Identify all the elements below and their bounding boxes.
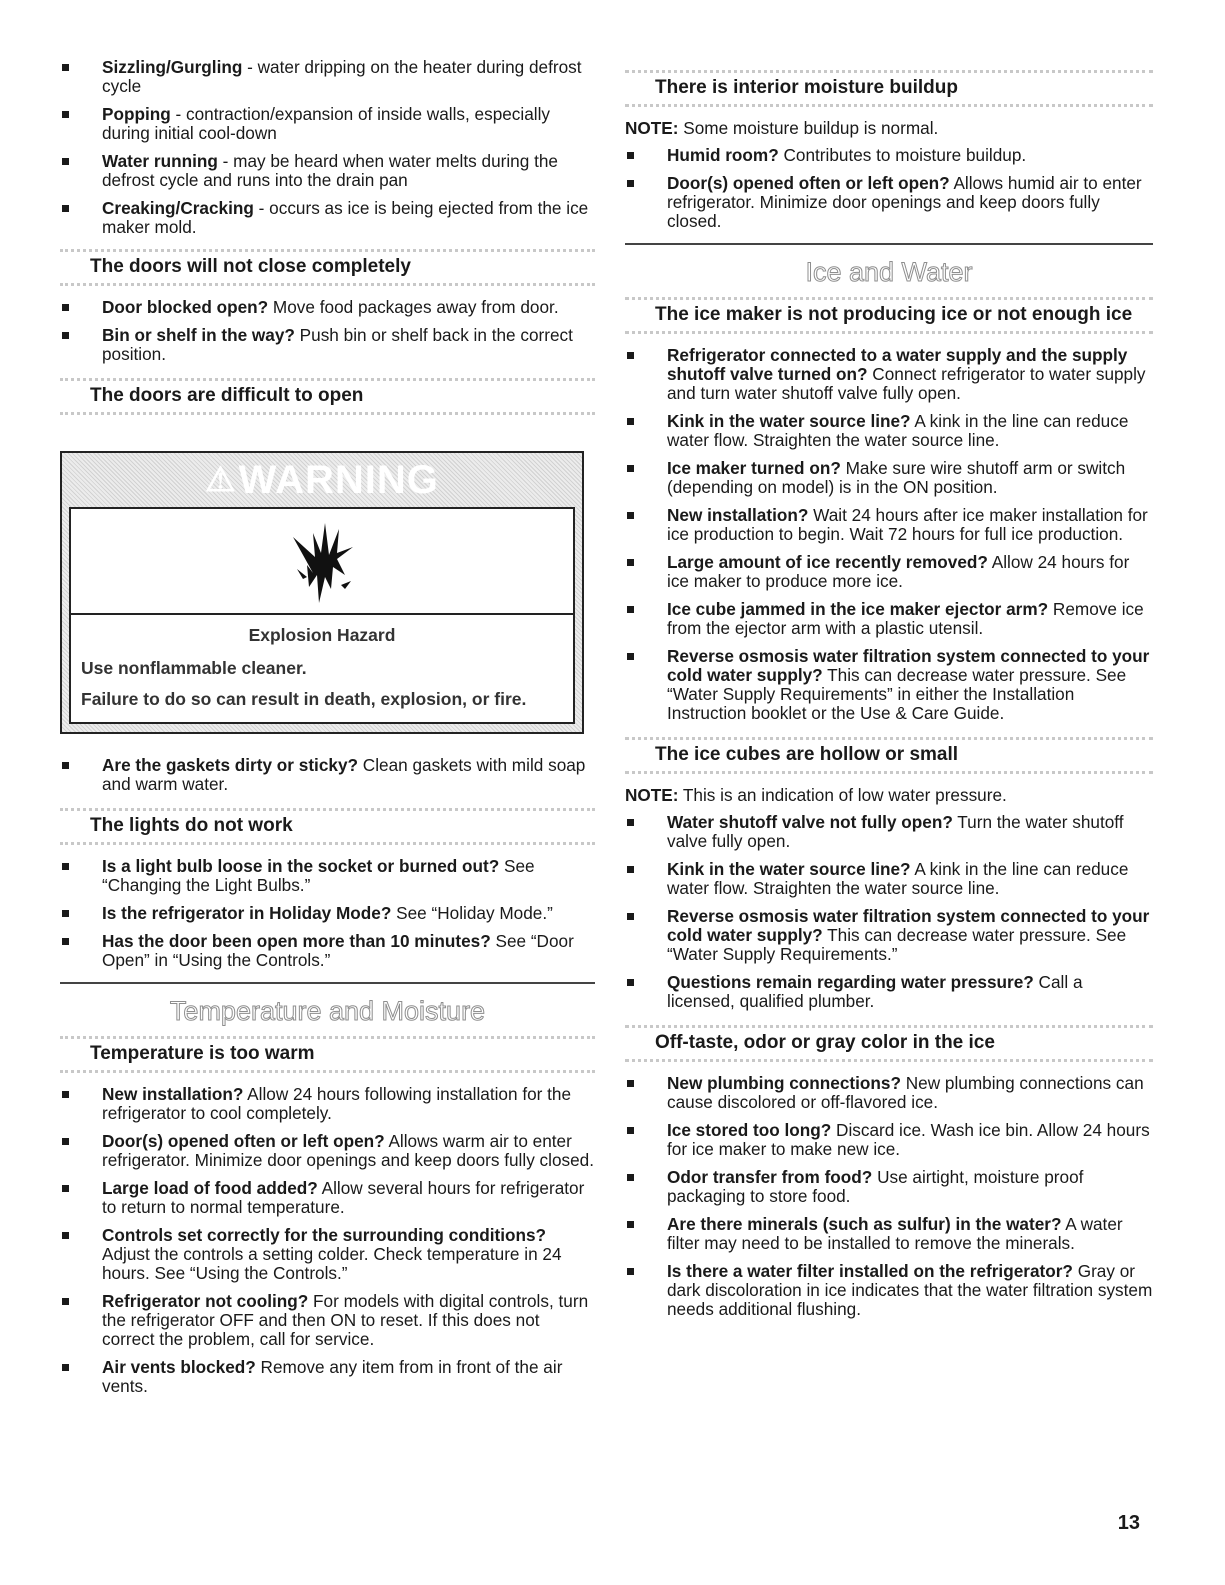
item-answer: Push bin or shelf back in the correct position. xyxy=(102,325,573,364)
item-question: Large amount of ice recently removed? xyxy=(667,552,988,572)
note-label: NOTE: xyxy=(625,118,679,138)
item-question: Water running xyxy=(102,151,218,171)
list-item xyxy=(60,152,595,190)
item-question: Controls set correctly for the surrounding conditions? xyxy=(102,1225,547,1245)
item-question: Is a light bulb loose in the socket or burned out? xyxy=(102,856,500,876)
item-question: Refrigerator connected to a water supply and the supply shutoff valve turned on? xyxy=(667,345,1128,384)
item-question: Large load of food added? xyxy=(102,1178,318,1198)
item-answer: Allows warm air to enter refrigerator. Minimize door openings and keep doors fully closed. xyxy=(102,1131,595,1170)
heading-offtaste: Off-taste, odor or gray color in the ice xyxy=(625,1025,1153,1062)
item-question: Air vents blocked? xyxy=(102,1357,256,1377)
item-question: Are there minerals (such as sulfur) in the water? xyxy=(667,1214,1062,1234)
list-item xyxy=(625,907,1153,964)
moisture-list xyxy=(625,146,1153,231)
ice-maker-list xyxy=(625,346,1153,723)
item-answer: - may be heard when water melts during the defrost cycle and runs into the drain pan xyxy=(102,151,558,190)
item-question: Questions remain regarding water pressure? xyxy=(667,972,1034,992)
list-item xyxy=(60,1358,595,1396)
moisture-note xyxy=(625,119,1153,138)
noise-list xyxy=(60,58,595,237)
item-answer: Allows humid air to enter refrigerator. Minimize door openings and keep doors fully closed. xyxy=(667,173,1142,231)
item-answer: A kink in the line can reduce water flow. Straighten the water source line. xyxy=(667,411,1129,450)
list-item xyxy=(60,1226,595,1283)
heading-temp-warm: Temperature is too warm xyxy=(60,1036,595,1073)
item-answer: Connect refrigerator to water supply and turn water shutoff valve fully open. xyxy=(667,364,1146,403)
right-column xyxy=(625,58,1153,1328)
list-item xyxy=(60,1132,595,1170)
list-item xyxy=(625,1121,1153,1159)
item-answer: See “Door Open” in “Using the Controls.” xyxy=(102,931,574,970)
item-question: Popping xyxy=(102,104,171,124)
item-question: Is the refrigerator in Holiday Mode? xyxy=(102,903,392,923)
item-answer: Clean gaskets with mild soap and warm water. xyxy=(102,755,586,794)
item-question: New installation? xyxy=(102,1084,244,1104)
item-question: Bin or shelf in the way? xyxy=(102,325,295,345)
warning-box xyxy=(60,451,584,734)
item-answer: New plumbing connections can cause discolored or off-flavored ice. xyxy=(667,1073,1144,1112)
list-item xyxy=(60,904,595,923)
item-question: New installation? xyxy=(667,505,809,525)
list-item xyxy=(625,459,1153,497)
section-title-temp: Temperature and Moisture xyxy=(169,996,486,1026)
left-column xyxy=(60,58,595,1405)
list-item xyxy=(60,326,595,364)
list-item xyxy=(625,1074,1153,1112)
item-answer: This can decrease water pressure. See “Water Supply Requirements” in either the Installation Instruction booklet or the Use & Care Guide. xyxy=(667,665,1127,723)
page-number: 13 xyxy=(1117,1512,1140,1534)
heading-moisture: There is interior moisture buildup xyxy=(625,70,1153,107)
item-answer: See “Holiday Mode.” xyxy=(391,903,553,923)
list-item xyxy=(625,813,1153,851)
list-item xyxy=(60,1292,595,1349)
warning-line-2: Failure to do so can result in death, explosion, or fire. xyxy=(81,689,527,709)
list-item xyxy=(60,199,595,237)
item-answer: - water dripping on the heater during defrost cycle xyxy=(102,57,582,96)
list-item xyxy=(625,174,1153,231)
list-item xyxy=(625,346,1153,403)
item-question: Reverse osmosis water filtration system connected to your cold water supply? xyxy=(667,646,1150,685)
item-question: Humid room? xyxy=(667,145,779,165)
item-answer: Contributes to moisture buildup. xyxy=(778,145,1027,165)
item-question: Door blocked open? xyxy=(102,297,269,317)
list-item xyxy=(60,756,595,794)
item-answer: Adjust the controls a setting colder. Check temperature in 24 hours. See “Using the Controls.” xyxy=(102,1244,562,1283)
item-answer: Call a licensed, qualified plumber. xyxy=(667,972,1083,1011)
lights-list xyxy=(60,857,595,970)
note-text: Some moisture buildup is normal. xyxy=(678,118,939,138)
list-item xyxy=(625,412,1153,450)
heading-lights: The lights do not work xyxy=(60,808,595,845)
temp-warm-list xyxy=(60,1085,595,1396)
item-answer: - contraction/expansion of inside walls, especially during initial cool-down xyxy=(102,104,551,143)
item-question: Refrigerator not cooling? xyxy=(102,1291,309,1311)
list-item xyxy=(625,973,1153,1011)
item-answer: Gray or dark discoloration in ice indicates that the water filtration system needs additional flushing. xyxy=(667,1261,1153,1319)
item-answer: See “Changing the Light Bulbs.” xyxy=(102,856,535,895)
heading-doors-open: The doors are difficult to open xyxy=(60,378,595,415)
explosion-icon xyxy=(69,507,575,615)
item-question: Door(s) opened often or left open? xyxy=(667,173,950,193)
list-item xyxy=(60,932,595,970)
list-item xyxy=(625,1168,1153,1206)
item-question: Has the door been open more than 10 minutes? xyxy=(102,931,491,951)
item-answer: Allow 24 hours following installation for the refrigerator to cool completely. xyxy=(102,1084,572,1123)
item-answer: Use airtight, moisture proof packaging to store food. xyxy=(667,1167,1084,1206)
item-question: Is there a water filter installed on the refrigerator? xyxy=(667,1261,1073,1281)
section-title-ice: Ice and Water xyxy=(805,257,973,287)
item-answer: - occurs as ice is being ejected from the ice maker mold. xyxy=(102,198,589,237)
item-question: Water shutoff valve not fully open? xyxy=(667,812,953,832)
list-item xyxy=(60,1179,595,1217)
item-question: Odor transfer from food? xyxy=(667,1167,873,1187)
list-item xyxy=(625,600,1153,638)
item-question: Ice maker turned on? xyxy=(667,458,841,478)
item-answer: A kink in the line can reduce water flow. Straighten the water source line. xyxy=(667,859,1129,898)
list-item xyxy=(625,1215,1153,1253)
list-item xyxy=(625,146,1153,165)
item-question: Kink in the water source line? xyxy=(667,411,911,431)
item-answer: Wait 24 hours after ice maker installation for ice production to begin. Wait 72 hours for full ice production. xyxy=(667,505,1148,544)
heading-hollow: The ice cubes are hollow or small xyxy=(625,737,1153,774)
item-question: Reverse osmosis water filtration system connected to your cold water supply? xyxy=(667,906,1150,945)
item-question: Ice stored too long? xyxy=(667,1120,832,1140)
list-item xyxy=(625,1262,1153,1319)
item-answer: This can decrease water pressure. See “Water Supply Requirements.” xyxy=(667,925,1127,964)
item-answer: Allow several hours for refrigerator to return to normal temperature. xyxy=(102,1178,585,1217)
item-question: Are the gaskets dirty or sticky? xyxy=(102,755,358,775)
list-item xyxy=(625,553,1153,591)
list-item xyxy=(625,647,1153,723)
list-item xyxy=(625,860,1153,898)
warning-line-1: Use nonflammable cleaner. xyxy=(81,658,307,678)
list-item xyxy=(625,506,1153,544)
item-answer: Turn the water shutoff valve fully open. xyxy=(667,812,1124,851)
list-item xyxy=(60,857,595,895)
doors-open-list xyxy=(60,756,595,794)
offtaste-list xyxy=(625,1074,1153,1319)
item-answer: Discard ice. Wash ice bin. Allow 24 hours for ice maker to make new ice. xyxy=(667,1120,1150,1159)
warning-title-text: WARNING xyxy=(238,458,439,502)
list-item xyxy=(60,298,595,317)
item-question: Ice cube jammed in the ice maker ejector arm? xyxy=(667,599,1049,619)
warning-text xyxy=(69,615,575,724)
heading-ice-maker: The ice maker is not producing ice or not enough ice xyxy=(625,297,1153,334)
heading-doors-close: The doors will not close completely xyxy=(60,249,595,286)
item-answer: A water filter may need to be installed to remove the minerals. xyxy=(667,1214,1123,1253)
list-item xyxy=(60,1085,595,1123)
item-answer: Make sure wire shutoff arm or switch (depending on model) is in the ON position. xyxy=(667,458,1126,497)
item-answer: Move food packages away from door. xyxy=(268,297,559,317)
item-answer: For models with digital controls, turn the refrigerator OFF and then ON to reset. If this does not correct the problem, call for service. xyxy=(102,1291,589,1349)
hollow-list xyxy=(625,813,1153,1011)
item-question: Door(s) opened often or left open? xyxy=(102,1131,385,1151)
note-text: This is an indication of low water pressure. xyxy=(678,785,1007,805)
item-answer: Remove ice from the ejector arm with a plastic utensil. xyxy=(667,599,1144,638)
warning-triangle-icon: ⚠ xyxy=(205,461,237,499)
item-answer: Remove any item from in front of the air vents. xyxy=(102,1357,563,1396)
doors-close-list xyxy=(60,298,595,364)
warning-title xyxy=(69,453,575,507)
list-item xyxy=(60,58,595,96)
item-question: Kink in the water source line? xyxy=(667,859,911,879)
warning-hazard: Explosion Hazard xyxy=(248,625,396,645)
item-answer: Allow 24 hours for ice maker to produce more ice. xyxy=(667,552,1130,591)
hollow-note xyxy=(625,786,1153,805)
item-question: Sizzling/Gurgling xyxy=(102,57,243,77)
item-question: Creaking/Cracking xyxy=(102,198,254,218)
list-item xyxy=(60,105,595,143)
note-label: NOTE: xyxy=(625,785,679,805)
item-question: New plumbing connections? xyxy=(667,1073,901,1093)
